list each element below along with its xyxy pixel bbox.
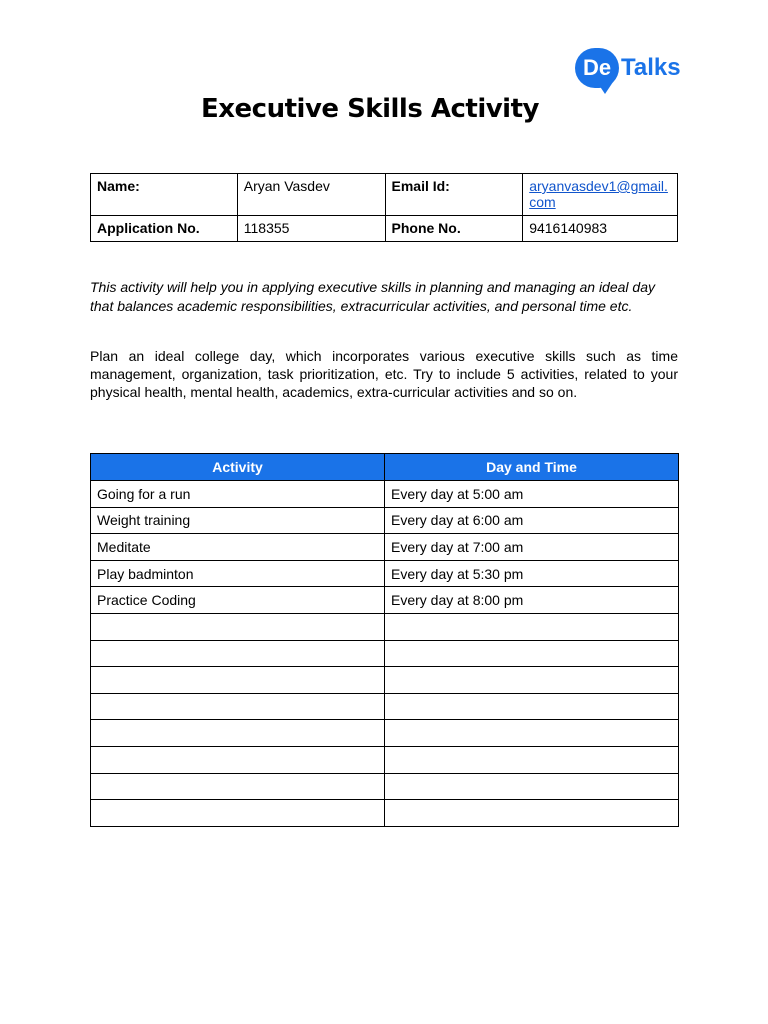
activity-cell: Weight training	[91, 507, 385, 534]
activity-cell	[91, 746, 385, 773]
table-row	[91, 613, 679, 640]
header-activity: Activity	[91, 454, 385, 481]
activity-cell	[91, 800, 385, 827]
table-row	[91, 746, 679, 773]
day-time-cell: Every day at 5:00 am	[385, 481, 679, 508]
header-day-time: Day and Time	[385, 454, 679, 481]
instructions-paragraph: Plan an ideal college day, which incorporates various executive skills such as time management, organization, task prioritization, etc. Try to include 5 activities, related to your physical health, mental health, academics, extra-curricular activities and so on.	[90, 348, 678, 400]
table-row	[91, 640, 679, 667]
table-row	[91, 693, 679, 720]
activity-cell: Meditate	[91, 534, 385, 561]
table-row	[91, 507, 679, 534]
activity-table-header	[91, 454, 679, 481]
activity-cell: Play badminton	[91, 560, 385, 587]
day-time-cell	[385, 693, 679, 720]
email-label: Email Id:	[385, 174, 523, 216]
day-time-cell: Every day at 6:00 am	[385, 507, 679, 534]
logo-bubble-tail	[597, 82, 613, 94]
activity-cell	[91, 693, 385, 720]
day-time-cell	[385, 800, 679, 827]
activity-cell	[91, 640, 385, 667]
phone-value: 9416140983	[523, 216, 678, 242]
activity-cell	[91, 667, 385, 694]
table-row	[91, 534, 679, 561]
phone-label: Phone No.	[385, 216, 523, 242]
email-link[interactable]: aryanvasdev1@gmail.com	[529, 178, 668, 210]
table-row	[91, 481, 679, 508]
day-time-cell	[385, 613, 679, 640]
application-value: 118355	[237, 216, 385, 242]
activity-cell	[91, 720, 385, 747]
day-time-cell: Every day at 7:00 am	[385, 534, 679, 561]
logo-mark: De	[582, 55, 612, 80]
info-row	[91, 216, 678, 242]
day-time-cell: Every day at 8:00 pm	[385, 587, 679, 614]
day-time-cell	[385, 773, 679, 800]
applicant-info-table	[90, 173, 678, 242]
intro-paragraph: This activity will help you in applying executive skills in planning and managing an ideal day that balances academic responsibilities, extracurricular activities, and personal time etc.	[90, 279, 655, 314]
table-row	[91, 773, 679, 800]
activity-cell: Practice Coding	[91, 587, 385, 614]
table-row	[91, 587, 679, 614]
day-time-cell: Every day at 5:30 pm	[385, 560, 679, 587]
table-row	[91, 560, 679, 587]
table-row	[91, 720, 679, 747]
day-time-cell	[385, 667, 679, 694]
day-time-cell	[385, 746, 679, 773]
name-label: Name:	[91, 174, 238, 216]
activity-table	[90, 453, 679, 827]
application-label: Application No.	[91, 216, 238, 242]
email-cell	[523, 174, 678, 216]
detalks-logo	[575, 48, 685, 98]
table-row	[91, 667, 679, 694]
day-time-cell	[385, 720, 679, 747]
day-time-cell	[385, 640, 679, 667]
info-row	[91, 174, 678, 216]
page-title: Executive Skills Activity	[201, 94, 539, 124]
activity-cell	[91, 613, 385, 640]
logo-word: Talks	[621, 54, 681, 81]
activity-cell	[91, 773, 385, 800]
table-row	[91, 800, 679, 827]
name-value: Aryan Vasdev	[237, 174, 385, 216]
activity-cell: Going for a run	[91, 481, 385, 508]
